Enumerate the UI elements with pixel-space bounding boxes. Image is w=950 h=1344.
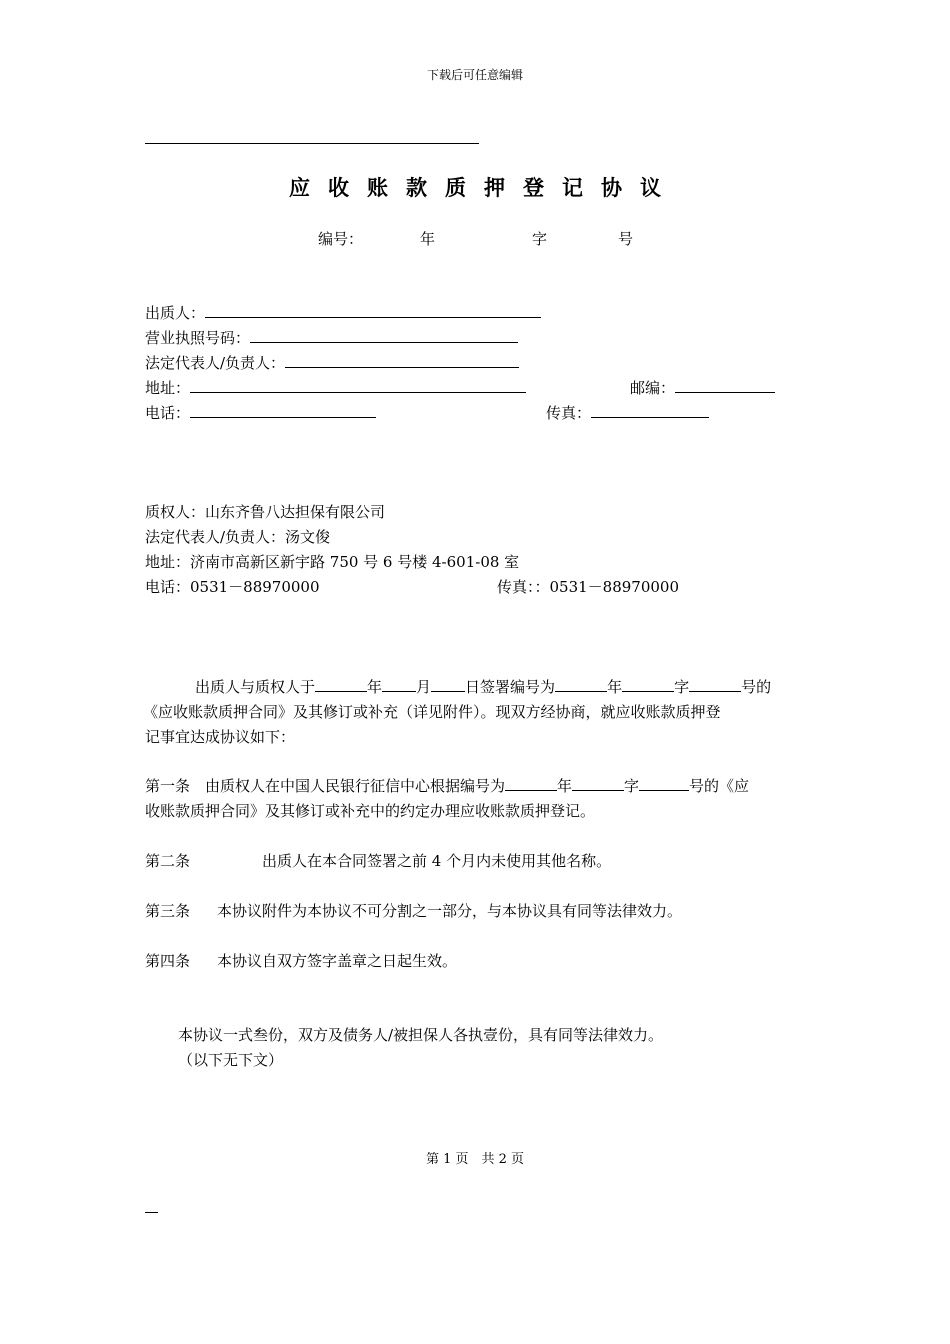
- intro-month-blank[interactable]: [382, 677, 416, 692]
- number-zi: 字: [532, 230, 548, 248]
- pledgor-fax-label: 传真：: [546, 404, 592, 422]
- intro-text-3: 月: [416, 678, 432, 696]
- pledgor-name-blank[interactable]: [205, 303, 541, 318]
- pledgor-fax-blank[interactable]: [591, 403, 709, 418]
- intro-day-blank[interactable]: [431, 677, 465, 692]
- pledgor-postcode-row: [630, 377, 775, 398]
- article1-line-1: [145, 775, 749, 796]
- intro-text-5: 年: [607, 678, 623, 696]
- article1-zi-blank[interactable]: [572, 776, 624, 791]
- article3-label: 第三条: [145, 902, 191, 920]
- article1-text-b: 年: [557, 777, 573, 795]
- pledgee-fax: 传真：：0531－88970000: [497, 578, 680, 596]
- article4-label: 第四条: [145, 952, 191, 970]
- number-year: 年: [420, 230, 436, 248]
- pledgor-name-label: 出质人：: [145, 304, 206, 322]
- intro-text-7: 号的: [741, 678, 772, 696]
- article1-text-a: 第一条 由质权人在中国人民银行征信中心根据编号为: [145, 777, 506, 795]
- intro-num-zi-blank[interactable]: [622, 677, 674, 692]
- top-rule: [145, 143, 479, 144]
- pledgee-name: 质权人：山东齐鲁八达担保有限公司: [145, 503, 386, 521]
- pledgor-phone-row: [145, 402, 376, 423]
- pledgee-rep: 法定代表人/负责人：汤文俊: [145, 528, 331, 546]
- pledgee-phone: 电话：0531－88970000: [145, 578, 320, 596]
- intro-line-3: 记事宜达成协议如下：: [145, 728, 296, 746]
- pledgor-name-row: [145, 302, 541, 323]
- pledgor-postcode-label: 邮编：: [630, 379, 676, 397]
- pledgor-license-label: 营业执照号码：: [145, 329, 251, 347]
- pledgor-postcode-blank[interactable]: [675, 378, 775, 393]
- intro-text-6: 字: [674, 678, 690, 696]
- intro-line-1: [195, 676, 771, 697]
- closing-end: （以下无下文）: [178, 1051, 284, 1069]
- article1-text-d: 号的《应: [689, 777, 750, 795]
- article1-hao-blank[interactable]: [639, 776, 689, 791]
- pledgor-address-blank[interactable]: [190, 378, 526, 393]
- pledgee-address: 地址：济南市高新区新宇路 750 号 6 号楼 4-601-08 室: [145, 553, 520, 571]
- intro-num-hao-blank[interactable]: [689, 677, 741, 692]
- article2-text: 出质人在本合同签署之前 4 个月内未使用其他名称。: [262, 852, 612, 870]
- pledgor-rep-label: 法定代表人/负责人：: [145, 354, 286, 372]
- pledgor-rep-blank[interactable]: [285, 353, 519, 368]
- document-title: 应收账款质押登记协议: [289, 175, 679, 200]
- number-label: 编号：: [318, 230, 364, 248]
- article4-text: 本协议自双方签字盖章之日起生效。: [217, 952, 458, 970]
- header-note: 下载后可任意编辑: [426, 68, 523, 82]
- pledgor-phone-blank[interactable]: [190, 403, 376, 418]
- bottom-dash: [145, 1212, 158, 1213]
- intro-line-2: 《应收账款质押合同》及其修订或补充（详见附件）。现双方经协商，就应收账款质押登: [143, 703, 721, 721]
- intro-text-2: 年: [367, 678, 383, 696]
- article2-label: 第二条: [145, 852, 191, 870]
- article1-year-blank[interactable]: [505, 776, 557, 791]
- intro-text-4: 日签署编号为: [465, 678, 556, 696]
- number-hao: 号: [618, 230, 634, 248]
- closing-copies: 本协议一式叁份，双方及债务人/被担保人各执壹份，具有同等法律效力。: [178, 1026, 664, 1044]
- intro-year-blank[interactable]: [315, 677, 367, 692]
- pledgor-phone-label: 电话：: [145, 404, 191, 422]
- pledgor-fax-row: [546, 402, 709, 423]
- article3-text: 本协议附件为本协议不可分割之一部分，与本协议具有同等法律效力。: [217, 902, 683, 920]
- pledgor-address-label: 地址：: [145, 379, 191, 397]
- intro-text-1: 出质人与质权人于: [195, 678, 316, 696]
- pledgor-license-blank[interactable]: [250, 328, 518, 343]
- pledgor-license-row: [145, 327, 518, 348]
- article1-text-c: 字: [624, 777, 640, 795]
- article1-line-2: 收账款质押合同》及其修订或补充中的约定办理应收账款质押登记。: [145, 802, 596, 820]
- pledgor-address-row: [145, 377, 526, 398]
- pledgor-rep-row: [145, 352, 519, 373]
- page-footer: 第 1 页 共 2 页: [425, 1152, 525, 1167]
- intro-num-year-blank[interactable]: [555, 677, 607, 692]
